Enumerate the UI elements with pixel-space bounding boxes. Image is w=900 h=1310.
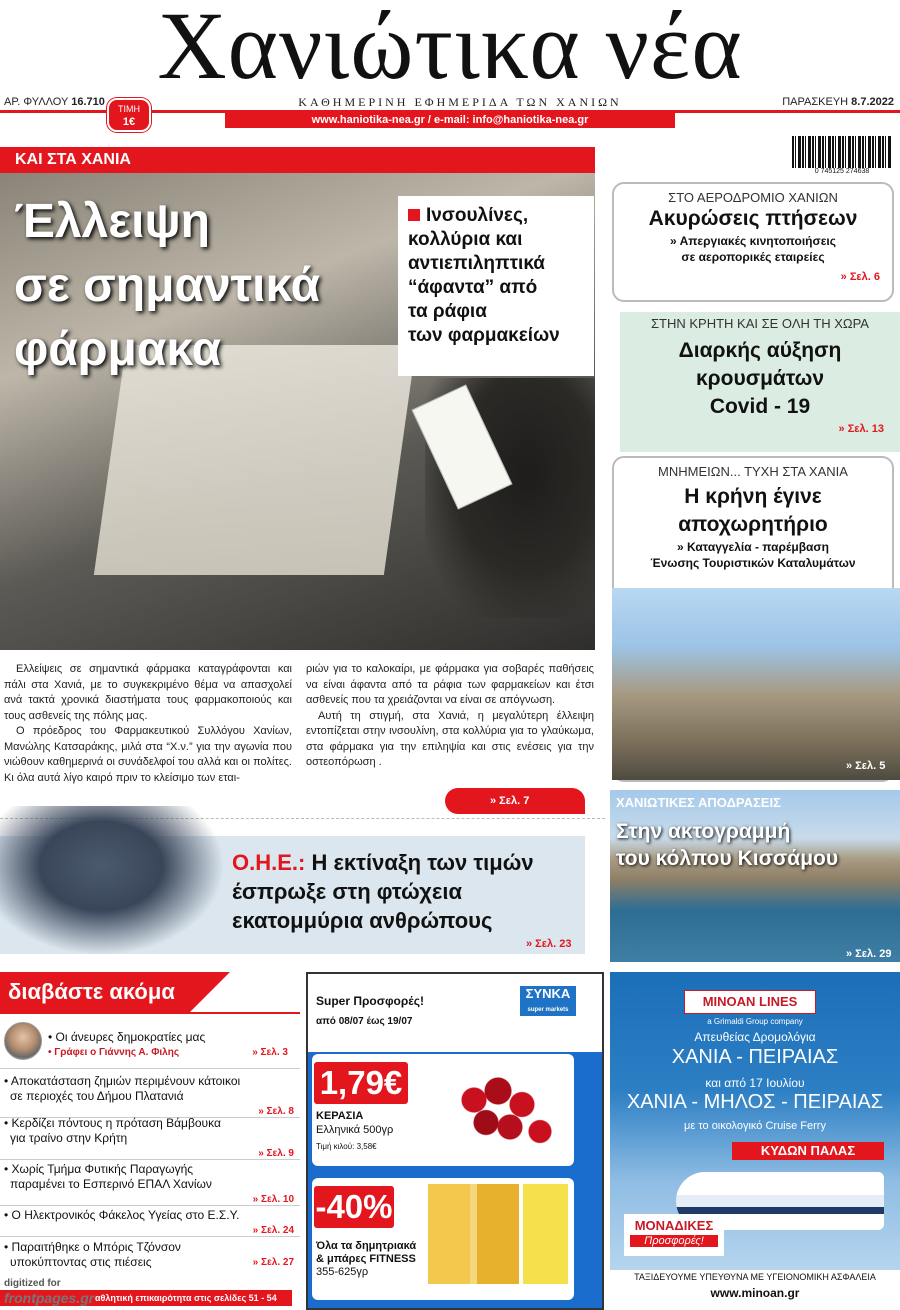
readmore-item-3[interactable]: • Κερδίζει πόντους η πρόταση Βάμβουκα για τραίνο στην Κρήτη » Σελ. 9 xyxy=(4,1116,294,1159)
airport-story[interactable]: ΣΤΟ ΑΕΡΟΔΡΟΜΙΟ ΧΑΝΙΩΝ Ακυρώσεις πτήσεων » Απεργιακές κινητοποιήσεις σε αεροπορικές εταιρείες » Σελ. 6 xyxy=(612,182,894,302)
readmore-item-6[interactable]: • Παραιτήθηκε ο Μπόρις Τζόνσον υποκύπτοντας στις πιέσεις » Σελ. 27 xyxy=(4,1240,294,1269)
fitness-name-2: & μπάρες FITNESS xyxy=(316,1253,416,1265)
cherry-name: ΚΕΡΑΣΙΑ xyxy=(316,1110,364,1122)
issue-date: ΠΑΡΑΣΚΕΥΗ 8.7.2022 xyxy=(782,96,894,108)
readmore-item-1[interactable]: • Οι άνευρες δημοκρατίες μας • Γράφει ο Γιάννης Α. Φιλης » Σελ. 3 xyxy=(48,1030,288,1058)
tagline: ΚΑΘΗΜΕΡΙΝΗ ΕΦΗΜΕΡΙΔΑ ΤΩΝ ΧΑΝΙΩΝ xyxy=(298,95,622,109)
lead-subheadline: Ινσουλίνες, κολλύρια και αντιεπιληπτικά “άφαντα” από τα ράφια των φαρμακείων xyxy=(398,196,594,376)
homeless-photo xyxy=(0,806,225,956)
fountain-page-link[interactable]: » Σελ. 5 xyxy=(846,760,886,772)
sports-bar[interactable]: αθλητική επικαιρότητα στις σελίδες 51 - 54 xyxy=(0,1290,292,1306)
escapes-label: ΧΑΝΙΩΤΙΚΕΣ ΑΠΟΔΡΑΣΕΙΣ xyxy=(616,795,781,810)
digitized-label: digitized for xyxy=(4,1278,61,1289)
minoan-line-3: και από 17 Ιουλίου xyxy=(705,1076,805,1090)
price-badge: ΤΙΜΗ 1€ xyxy=(107,98,151,132)
barcode-number: 0 745125 274638 xyxy=(792,168,892,178)
fitness-discount: -40% xyxy=(314,1186,394,1228)
cherry-kg-price: Τιμή κιλού: 3,58€ xyxy=(316,1142,377,1151)
covid-story[interactable]: ΣΤΗΝ ΚΡΗΤΗ ΚΑΙ ΣΕ ΟΛΗ ΤΗ ΧΩΡΑ Διαρκής αύξηση κρουσμάτων Covid - 19 » Σελ. 13 xyxy=(620,312,900,452)
lead-body-col2: ριών για το καλοκαίρι, με φάρμακα για σοβαρές παθήσεις να είναι άφαντα από τα ράφια των φαρμακείων και έτσι ασθενείς που τα χρειάζονται να είναι σε απόγνωση. Αυτή τη στιγμή, στα Χανιά, η μεγαλύτερη έλλειψη εντοπίζεται στην ινσουλίνη, στα κολλύρια για το γλαύκωμα, στα φάρμακα για την επιληψία και στις ενέσεις για την οστεοπόρωση . xyxy=(306,663,594,768)
coast-photo xyxy=(610,790,900,962)
lead-tag: ΚΑΙ ΣΤΑ ΧΑΝΙΑ xyxy=(0,147,595,173)
fountain-photo xyxy=(612,588,900,780)
fitness-weight: 355-625γρ xyxy=(316,1266,369,1278)
contact-url[interactable]: www.haniotika-nea.gr / e-mail: info@haniotika-nea.gr xyxy=(225,113,675,128)
escapes-page-link[interactable]: » Σελ. 29 xyxy=(846,948,892,960)
fountain-story[interactable]: ΜΝΗΜΕΙΩΝ... ΤΥΧΗ ΣΤΑ ΧΑΝΙΑ Η κρήνη έγινε αποχωρητήριο » Καταγγελία - παρέμβαση Ένωσης Τουριστικών Καταλυμάτων xyxy=(612,456,894,782)
issue-number: ΑΡ. ΦΥΛΛΟΥ 16.710 xyxy=(4,96,105,108)
divider xyxy=(0,1159,300,1160)
minoan-route-2: ΧΑΝΙΑ - ΜΗΛΟΣ - ΠΕΙΡΑΙΑΣ xyxy=(626,1091,884,1113)
cherry-price: 1,79€ xyxy=(314,1062,408,1104)
synka-header: Super Προσφορές! xyxy=(316,994,424,1008)
minoan-logo: MINOAN LINES xyxy=(684,990,816,1014)
cherries-image xyxy=(438,1064,558,1154)
synka-dates: από 08/07 έως 19/07 xyxy=(316,1016,413,1027)
divider xyxy=(0,1236,300,1237)
fitness-name: Όλα τα δημητριακά xyxy=(316,1240,417,1252)
lead-page-link[interactable]: » Σελ. 7 xyxy=(445,788,585,814)
readmore-rule xyxy=(0,1012,300,1014)
escapes-headline[interactable]: Στην ακτογραμμή του κόλπου Κισσάμου xyxy=(616,820,839,870)
readmore-item-2[interactable]: • Αποκατάσταση ζημιών περιμένουν κάτοικοι σε περιοχές του Δήμου Πλατανιά » Σελ. 8 xyxy=(4,1074,294,1117)
bullet-square-icon xyxy=(408,209,420,221)
kydon-palas-badge: ΚΥΔΩΝ ΠΑΛΑΣ xyxy=(732,1142,884,1160)
minoan-footer[interactable]: ΤΑΞΙΔΕΥΟΥΜΕ ΥΠΕΥΘΥΝΑ ΜΕ ΥΓΕΙΟΝΟΜΙΚΗ ΑΣΦΑΛΕΙΑ www.minoan.gr xyxy=(610,1270,900,1310)
fitness-boxes-image xyxy=(428,1184,568,1284)
minoan-line-1: Απευθείας Δρομολόγια xyxy=(694,1030,816,1044)
offers-badge: ΜΟΝΑΔΙΚΕΣ Προσφορές! xyxy=(624,1214,724,1256)
minoan-route-1: ΧΑΝΙΑ - ΠΕΙΡΑΙΑΣ xyxy=(671,1046,839,1068)
un-headline[interactable]: Ο.Η.Ε.: Η εκτίναξη των τιμών έσπρωξε στη φτώχεια εκατομμύρια ανθρώπους xyxy=(232,850,534,933)
divider xyxy=(0,1205,300,1206)
masthead-title: Χανιώτικα νέα xyxy=(157,0,743,99)
cherry-desc: Ελληνικά 500γρ xyxy=(316,1124,394,1136)
frontpages-watermark: frontpages.gr xyxy=(4,1290,95,1306)
readmore-item-5[interactable]: • Ο Ηλεκτρονικός Φάκελος Υγείας στο Ε.Σ.Υ. » Σελ. 24 xyxy=(4,1208,294,1236)
un-page-link[interactable]: » Σελ. 23 xyxy=(526,938,572,950)
minoan-group: a Grimaldi Group company xyxy=(707,1017,803,1026)
lead-headline[interactable]: Έλλειψη σε σημαντικά φάρμακα xyxy=(14,195,321,376)
synka-logo: ΣΥΝΚΑ super markets xyxy=(520,986,576,1016)
readmore-title: διαβάστε ακόμα xyxy=(0,972,190,1012)
minoan-line-5: με το οικολογικό Cruise Ferry xyxy=(684,1120,826,1132)
divider xyxy=(0,1068,300,1069)
columnist-avatar xyxy=(4,1022,42,1060)
readmore-tab-corner xyxy=(190,972,230,1012)
lead-body-col1: Ελλείψεις σε σημαντικά φάρμακα καταγράφονται και πάλι στα Χανιά, με το συγκεκριμένο θέμα να απασχολεί ανά τακτά χρονικά διαστήματα τους φαρμακοποιούς και τους ασθενείς της πόλης μας. Ο πρόεδρος του Φαρμακευτικού Συλλόγου Χανίων, Μανώλης Κατσαράκης, μιλά στα “Χ.ν.” για την αγωνία που νιώθουν καθημερινά οι συνάδελφοί του αλλά και οι πολίτες. Κι όλα αυτά λίγο καιρό πριν το κλείσιμο των εται- xyxy=(4,663,292,784)
readmore-item-4[interactable]: • Χωρίς Τμήμα Φυτικής Παραγωγής παραμένει το Εσπερινό ΕΠΑΛ Χανίων » Σελ. 10 xyxy=(4,1162,294,1205)
